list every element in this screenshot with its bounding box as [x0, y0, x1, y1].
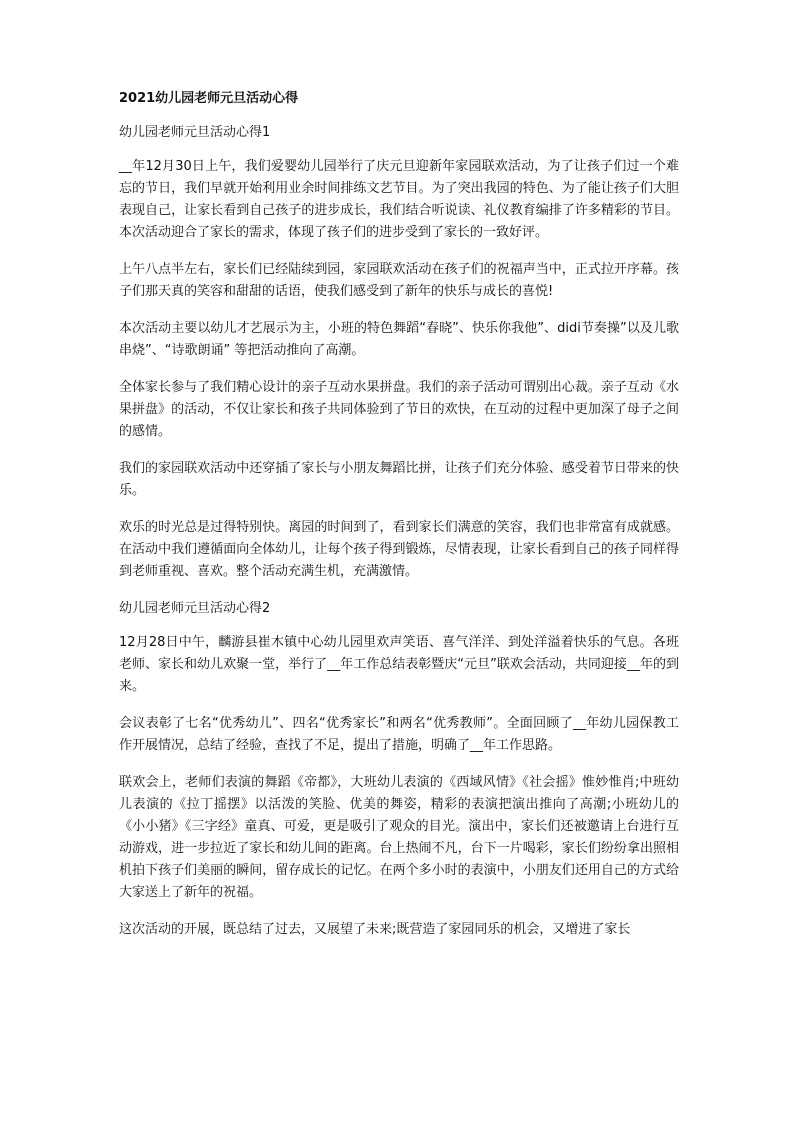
paragraph: 我们的家园联欢活动中还穿插了家长与小朋友舞蹈比拼，让孩子们充分体验、感受着节日带来的快乐。 [119, 461, 679, 498]
section-2 [119, 598, 679, 941]
paragraph: 本次活动主要以幼儿才艺展示为主，小班的特色舞蹈“春晓”、快乐你我他”、didi节奏操”以及儿歌串烧”、“诗歌朗诵” 等把活动推向了高潮。 [119, 321, 679, 358]
section-heading: 幼儿园老师元旦活动心得2 [119, 601, 271, 616]
paragraph: 欢乐的时光总是过得特别快。离园的时间到了，看到家长们满意的笑容，我们也非常富有成就感。在活动中我们遵循面向全体幼儿，让每个孩子得到锻炼，尽情表现，让家长看到自己的孩子同样得到老师重视、喜欢。整个活动充满生机，充满激情。 [119, 520, 679, 579]
document-page [119, 88, 679, 956]
section-1 [119, 122, 679, 583]
paragraph: 会议表彰了七名“优秀幼儿”、四名“优秀家长”和两名“优秀教师”。全面回顾了__年幼儿园保教工作开展情况，总结了经验，查找了不足，提出了措施，明确了__年工作思路。 [119, 716, 679, 753]
paragraph: 上午八点半左右，家长们已经陆续到园，家园联欢活动在孩子们的祝福声当中，正式拉开序幕。孩子们那天真的笑容和甜甜的话语，使我们感受到了新年的快乐与成长的喜悦! [119, 262, 679, 299]
paragraph: 这次活动的开展，既总结了过去，又展望了未来;既营造了家园同乐的机会，又增进了家长 [119, 922, 631, 937]
document-title: 2021幼儿园老师元旦活动心得 [119, 91, 299, 106]
paragraph: 全体家长参与了我们精心设计的亲子互动水果拼盘。我们的亲子活动可谓别出心裁。亲子互动《水果拼盘》的活动，不仅让家长和孩子共同体验到了节日的欢快，在互动的过程中更加深了母子之间的感情。 [119, 380, 679, 439]
paragraph: __年12月30日上午，我们爱婴幼儿园举行了庆元旦迎新年家园联欢活动，为了让孩子们过一个难忘的节日，我们早就开始利用业余时间排练文艺节目。为了突出我园的特色、为了能让孩子们大胆表现自己，让家长看到自己孩子的进步成长，我们结合听说读、礼仪教育编排了许多精彩的节目。本次活动迎合了家长的需求，体现了孩子们的进步受到了家长的一致好评。 [119, 159, 679, 240]
paragraph: 12月28日中午，麟游县崔木镇中心幼儿园里欢声笑语、喜气洋洋、到处洋溢着快乐的气息。各班老师、家长和幼儿欢聚一堂，举行了__年工作总结表彰暨庆“元旦”联欢会活动，共同迎接__年的到来。 [119, 635, 679, 694]
paragraph: 联欢会上，老师们表演的舞蹈《帝都》，大班幼儿表演的《西域风情》《社会摇》惟妙惟肖;中班幼儿表演的《拉丁摇摆》以活泼的笑脸、优美的舞姿，精彩的表演把演出推向了高潮;小班幼儿的《小小猪》《三字经》童真、可爱，更是吸引了观众的目光。演出中，家长们还被邀请上台进行互动游戏，进一步拉近了家长和幼儿间的距离。台上热闹不凡，台下一片喝彩，家长们纷纷拿出照相机拍下孩子们美丽的瞬间，留存成长的记忆。在两个多小时的表演中，小朋友们还用自己的方式给大家送上了新年的祝福。 [119, 775, 679, 900]
section-heading: 幼儿园老师元旦活动心得1 [119, 125, 271, 140]
